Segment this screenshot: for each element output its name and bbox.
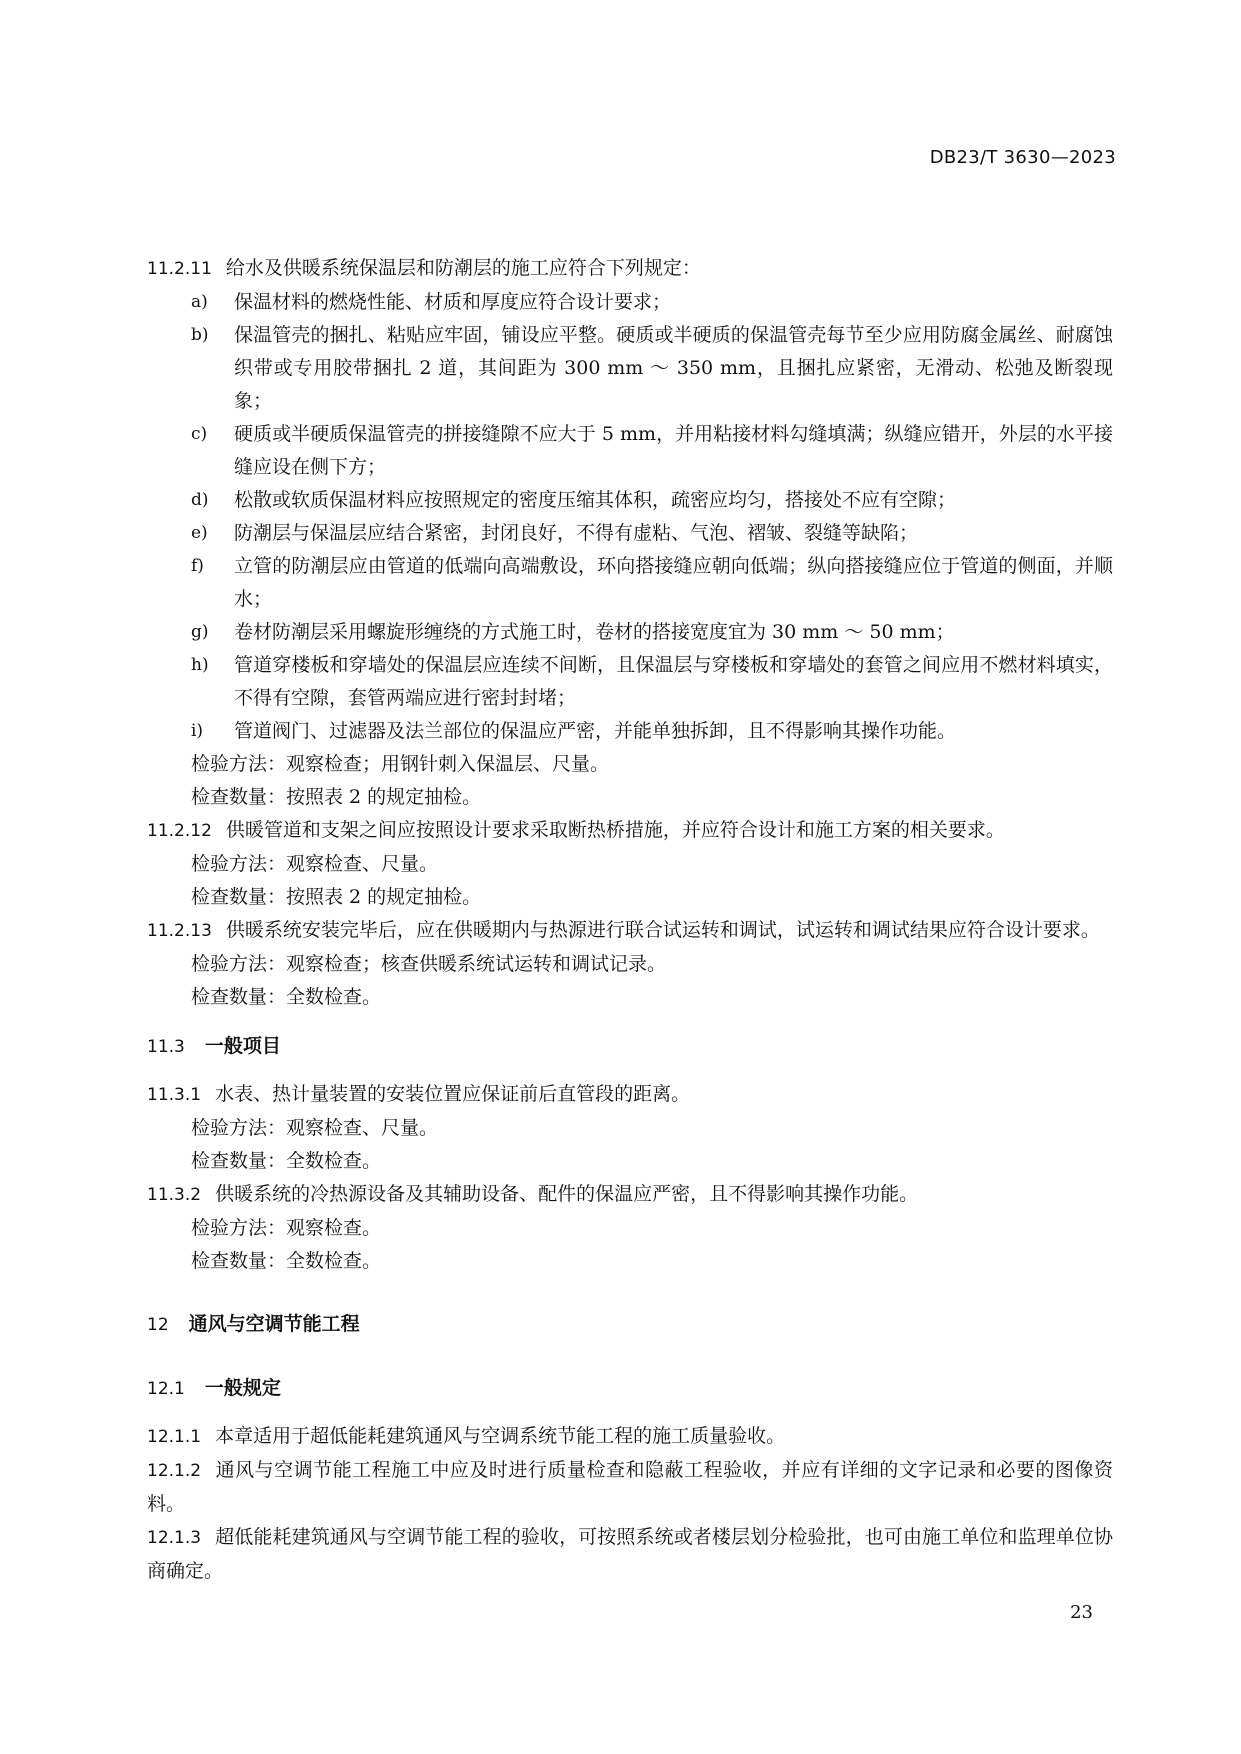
clause-text: 给水及供暖系统保温层和防潮层的施工应符合下列规定： [225,257,701,279]
list-item-text: 松散或软质保温材料应按照规定的密度压缩其体积，疏密应均匀，搭接处不应有空隙； [234,489,957,511]
list-item-text: 保温管壳的捆扎、粘贴应牢固，铺设应平整。硬质或半硬质的保温管壳每节至少应用防腐金属丝、耐腐蚀织带或专用胶带捆扎 2 道，其间距为 300 mm ～ 350 mm，且捆扎应紧密，无滑动、松弛及断裂现象； [234,324,1113,412]
list-item-a [147,286,1113,319]
clause-text: 供暖管道和支架之间应按照设计要求采取断热桥措施，并应符合设计和施工方案的相关要求。 [225,819,1005,841]
list-marker: h) [191,655,209,675]
list-item-text: 管道穿楼板和穿墙处的保温层应连续不间断，且保温层与穿楼板和穿墙处的套管之间应用不燃材料填实，不得有空隙，套管两端应进行密封封堵； [234,654,1113,709]
clause-number: 11.2.11 [147,259,212,279]
clause-text: 超低能耗建筑通风与空调节能工程的验收，可按照系统或者楼层划分检验批，也可由施工单位和监理单位协商确定。 [147,1526,1113,1582]
list-item-f [147,550,1113,616]
inspection-quantity: 检查数量：全数检查。 [191,986,382,1008]
inspection-quantity: 检查数量：按照表 2 的规定抽检。 [191,786,482,808]
inspection-method: 检验方法：观察检查；核查供暖系统试运转和调试记录。 [191,953,667,975]
inspection-quantity: 检查数量：按照表 2 的规定抽检。 [191,886,482,908]
list-marker: c) [191,424,208,444]
list-item-h [147,649,1113,715]
chapter-title: 通风与空调节能工程 [188,1313,360,1335]
list-marker: f) [191,556,204,576]
list-item-d [147,484,1113,517]
list-item-text: 硬质或半硬质保温管壳的拼接缝隙不应大于 5 mm，并用粘接材料勾缝填满；纵缝应错开，外层的水平接缝应设在侧下方； [234,423,1113,478]
inspection-method: 检验方法：观察检查、尺量。 [191,853,439,875]
section-title: 一般项目 [204,1035,281,1057]
list-item-i [147,715,1113,748]
clause-11-3-2 [147,1178,1113,1212]
section-title: 一般规定 [204,1377,281,1399]
list-item-text: 立管的防潮层应由管道的低端向高端敷设，环向搭接缝应朝向低端；纵向搭接缝应位于管道的侧面，并顺水； [234,555,1113,610]
section-number: 12.1 [147,1379,185,1399]
clause-12-1-3 [147,1521,1113,1588]
clause-text: 通风与空调节能工程施工中应及时进行质量检查和隐蔽工程验收，并应有详细的文字记录和必要的图像资料。 [147,1459,1113,1515]
list-item-c [147,418,1113,484]
clause-number: 11.2.12 [147,821,212,841]
inspection-method: 检验方法：观察检查。 [191,1217,382,1239]
clause-number: 11.3.2 [147,1185,202,1205]
document-code-header: DB23/T 3630—2023 [929,147,1116,168]
clause-text: 供暖系统的冷热源设备及其辅助设备、配件的保温应严密，且不得影响其操作功能。 [215,1183,919,1205]
clause-11-2-12 [147,814,1113,848]
inspection-method: 检验方法：观察检查；用钢针刺入保温层、尺量。 [191,753,610,775]
inspection-quantity: 检查数量：全数检查。 [191,1250,382,1272]
clause-number: 12.1.1 [147,1427,202,1447]
list-marker: b) [191,325,209,345]
list-marker: i) [191,721,204,741]
list-marker: d) [191,490,209,510]
list-marker: a) [191,292,208,312]
chapter-heading-12 [147,1308,1113,1342]
page-number: 23 [1070,1602,1093,1623]
clause-11-2-13 [147,914,1113,948]
clause-12-1-1 [147,1420,1113,1454]
clause-11-3-1 [147,1078,1113,1112]
clause-text: 本章适用于超低能耗建筑通风与空调系统节能工程的施工质量验收。 [215,1425,786,1447]
clause-text: 水表、热计量装置的安装位置应保证前后直管段的距离。 [215,1083,691,1105]
list-item-e [147,517,1113,550]
clause-number: 12.1.2 [147,1461,202,1481]
section-number: 11.3 [147,1037,185,1057]
list-item-text: 保温材料的燃烧性能、材质和厚度应符合设计要求； [234,291,672,313]
list-item-g [147,616,1113,649]
list-item-text: 管道阀门、过滤器及法兰部位的保温应严密，并能单独拆卸，且不得影响其操作功能。 [234,720,957,742]
clause-number: 11.2.13 [147,921,212,941]
list-item-b [147,319,1113,418]
clause-12-1-2 [147,1454,1113,1521]
inspection-quantity: 检查数量：全数检查。 [191,1150,382,1172]
list-marker: g) [191,622,209,642]
list-marker: e) [191,523,208,543]
section-heading-12-1 [147,1372,1113,1406]
clause-number: 11.3.1 [147,1085,202,1105]
clause-text: 供暖系统安装完毕后，应在供暖期内与热源进行联合试运转和调试，试运转和调试结果应符合设计要求。 [225,919,1100,941]
clause-11-2-11 [147,252,1113,286]
section-heading-11-3 [147,1030,1113,1064]
document-body [147,252,1113,1588]
clause-number: 12.1.3 [147,1528,202,1548]
list-item-text: 卷材防潮层采用螺旋形缠绕的方式施工时，卷材的搭接宽度宜为 30 mm ～ 50 mm； [234,621,955,643]
list-item-text: 防潮层与保温层应结合紧密，封闭良好，不得有虚粘、气泡、褶皱、裂缝等缺陷； [234,522,919,544]
inspection-method: 检验方法：观察检查、尺量。 [191,1117,439,1139]
chapter-number: 12 [147,1315,169,1335]
